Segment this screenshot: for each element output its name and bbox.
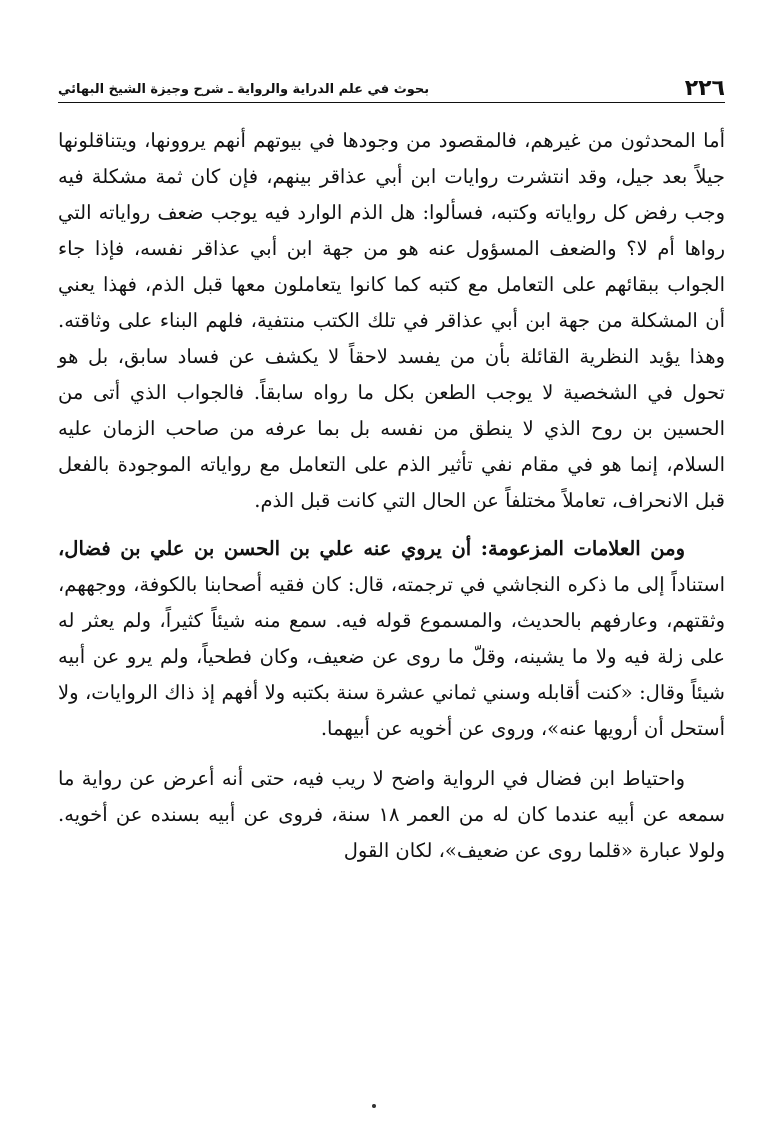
paragraph-2-rest: استناداً إلى ما ذكره النجاشي في ترجمته، قال: كان فقيه أصحابنا بالكوفة، ووجههم، وثقتهم، وعارفهم بالحديث، والمسموع قوله فيه. سمع منه شيئاً كثيراً، ولم يعثر له على زلة فيه ولا ما يشينه، وقلّ ما روى عن ضعيف، وكان فطحياً، ولم يرو عن أبيه شيئاً وقال: «كنت أقابله وسني ثماني عشرة سنة بكتبه ولا أفهم إذ ذاك الروايات، ولا أستحل أن أرويها عنه»، وروى عن أخويه عن أبيهما. (58, 573, 725, 740)
body-text (58, 123, 725, 869)
header-rule (58, 102, 725, 103)
page-header (58, 64, 725, 100)
running-title: بحوث في علم الدراية والرواية ـ شرح وجيزة الشيخ البهائي (58, 82, 430, 97)
footer-dot (372, 1104, 376, 1108)
paragraph-2 (58, 531, 725, 747)
page-number: ٢٢٦ (684, 76, 725, 101)
paragraph-3: واحتياط ابن فضال في الرواية واضح لا ريب فيه، حتى أنه أعرض عن رواية ما سمعه عن أبيه عندما كان له من العمر ١٨ سنة، فروى عن أبيه بسنده عن أخويه. ولولا عبارة «قلما روى عن ضعيف»، لكان القول (58, 767, 725, 862)
paragraph-2-lead: ومن العلامات المزعومة: أن يروي عنه علي بن الحسن بن علي بن فضال، (58, 537, 685, 560)
document-page (58, 64, 725, 869)
paragraph-1: أما المحدثون من غيرهم، فالمقصود من وجودها في بيوتهم أنهم يروونها، ويتناقلونها جيلاً بعد جيل، وقد انتشرت روايات ابن أبي عذاقر بينهم، فإن كان ثمة مشكلة فيه وجب رفض كل رواياته وكتبه، فسألوا: هل الذم الوارد فيه يوجب ضعف رواياته التي رواها أم لا؟ والضعف المسؤول عنه هو من جهة ابن أبي عذاقر نفسه، فإذا جاء الجواب ببقائهم على التعامل مع كتبه كما كانوا يتعاملون معها قبل الذم، فهذا يعني أن المشكلة من جهة ابن أبي عذاقر في تلك الكتب منتفية، فلهم البناء على وثاقته. وهذا يؤيد النظرية القائلة بأن من يفسد لاحقاً لا يكشف عن فساد سابق، بل هو تحول في الشخصية لا يوجب الطعن بكل ما رواه سابقاً. فالجواب الذي أتى من الحسين بن روح الذي لا ينطق من نفسه بل بما عرفه من صاحب الزمان عليه السلام، إنما هو في مقام نفي تأثير الذم على التعامل مع رواياته الموجودة بالفعل قبل الانحراف، تعاملاً مختلفاً عن الحال التي كانت قبل الذم. (58, 129, 725, 512)
